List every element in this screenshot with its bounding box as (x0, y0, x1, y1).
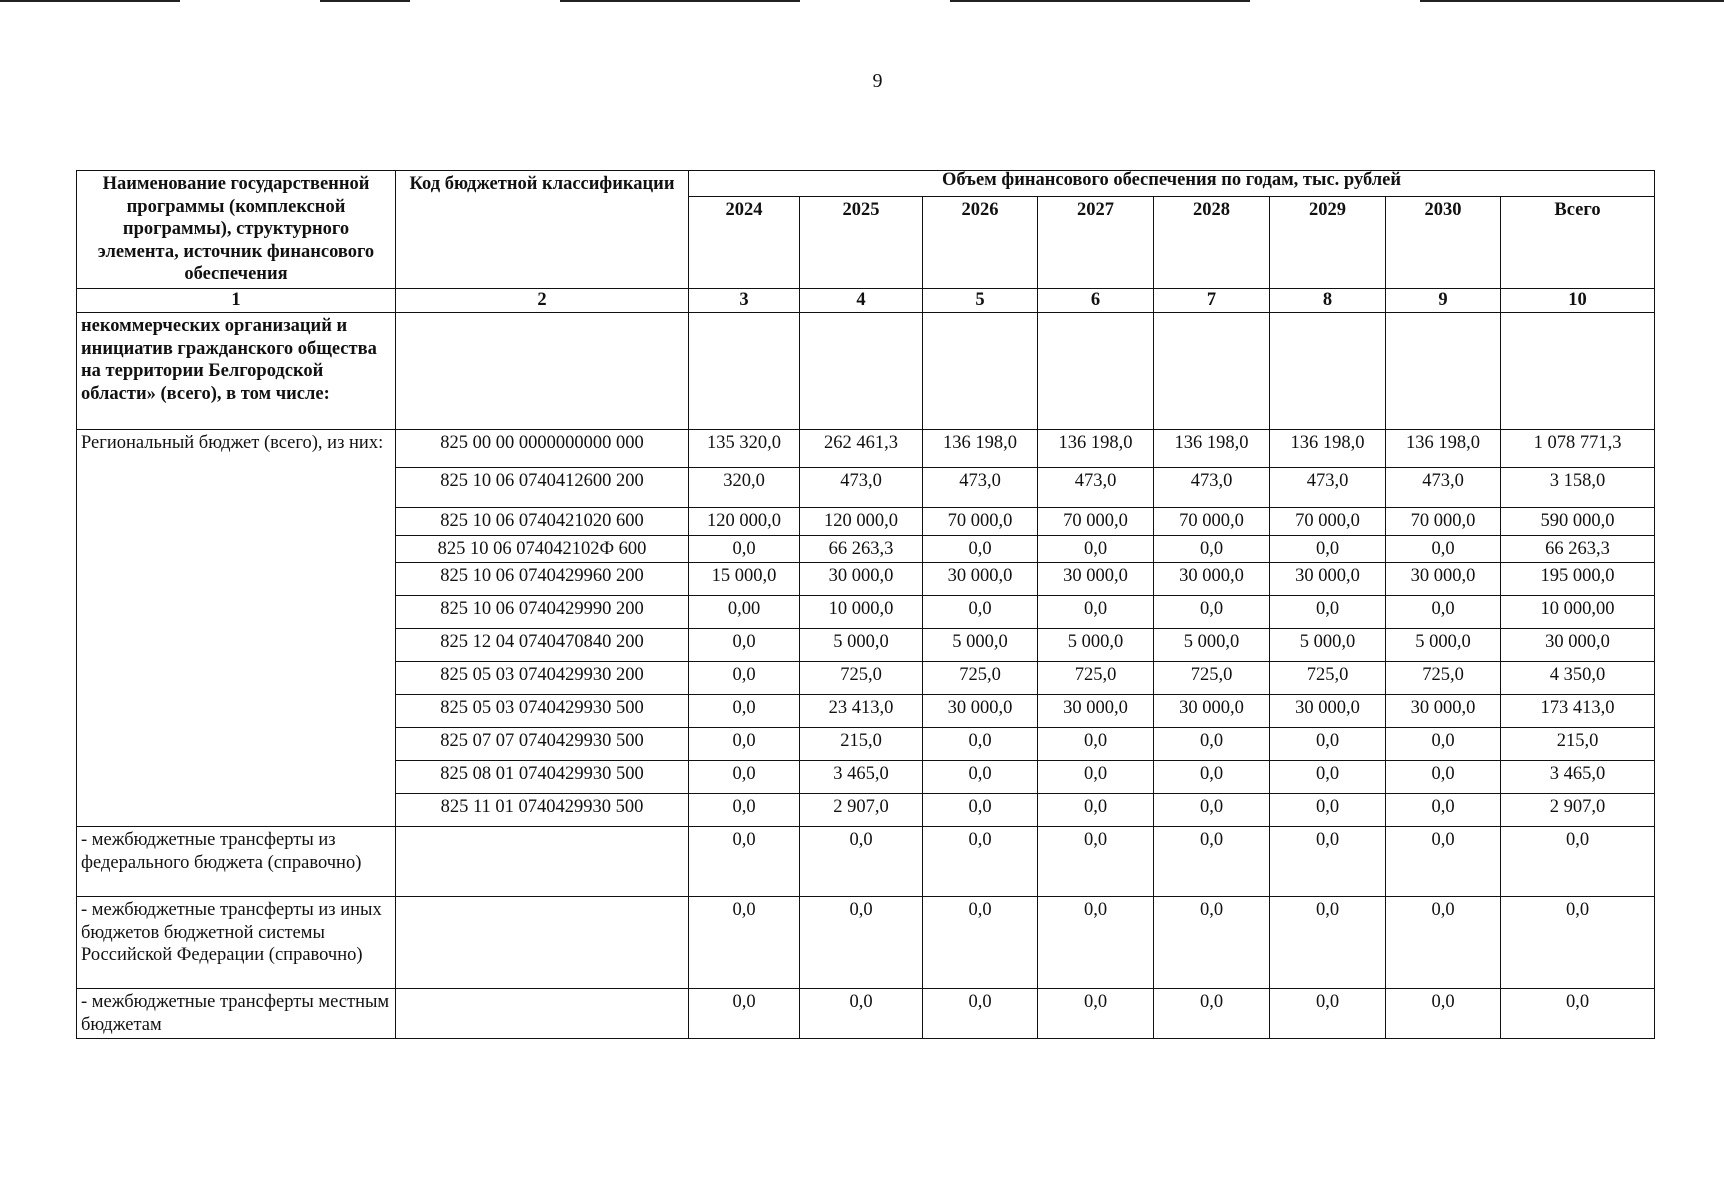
year-value: 0,0 (1386, 596, 1501, 629)
year-value: 0,0 (1270, 761, 1386, 794)
budget-code: 825 12 04 0740470840 200 (396, 629, 689, 662)
year-value: 0,0 (1270, 794, 1386, 827)
transfer-name: - межбюджетные трансферты из федерального бюджета (справочно) (77, 827, 396, 897)
year-value: 0,0 (1154, 989, 1270, 1039)
empty-cell (1386, 313, 1501, 430)
budget-code (396, 989, 689, 1039)
total-value: 66 263,3 (1501, 535, 1655, 563)
header-year: 2025 (800, 197, 923, 288)
year-value: 0,0 (1386, 989, 1501, 1039)
year-value: 0,0 (923, 827, 1038, 897)
year-value: 0,0 (689, 629, 800, 662)
regional-budget-row (77, 430, 1655, 468)
transfer-name: - межбюджетные трансферты местным бюджетам (77, 989, 396, 1039)
total-value: 0,0 (1501, 989, 1655, 1039)
year-value: 0,0 (923, 535, 1038, 563)
year-value: 262 461,3 (800, 430, 923, 468)
year-value: 30 000,0 (800, 563, 923, 596)
total-value: 215,0 (1501, 728, 1655, 761)
year-value: 0,0 (1386, 761, 1501, 794)
year-value: 320,0 (689, 468, 800, 508)
year-value: 0,0 (1154, 596, 1270, 629)
year-value: 0,0 (689, 535, 800, 563)
year-value: 0,0 (1038, 794, 1154, 827)
year-value: 30 000,0 (1386, 563, 1501, 596)
year-value: 0,0 (1154, 827, 1270, 897)
header-row (77, 171, 1655, 197)
year-value: 0,0 (1270, 897, 1386, 989)
column-number: 2 (396, 288, 689, 312)
top-edge-line (320, 0, 410, 2)
total-value: 0,0 (1501, 897, 1655, 989)
transfers-section (77, 827, 1655, 1039)
empty-cell (1038, 313, 1154, 430)
empty-cell (1501, 313, 1655, 430)
year-value: 120 000,0 (800, 508, 923, 536)
header-year: 2028 (1154, 197, 1270, 288)
column-number: 6 (1038, 288, 1154, 312)
year-value: 3 465,0 (800, 761, 923, 794)
year-value: 725,0 (1270, 662, 1386, 695)
header-year: 2027 (1038, 197, 1154, 288)
year-value: 0,0 (1270, 728, 1386, 761)
year-value: 30 000,0 (1270, 695, 1386, 728)
total-value: 195 000,0 (1501, 563, 1655, 596)
year-value: 70 000,0 (1154, 508, 1270, 536)
column-number: 4 (800, 288, 923, 312)
year-value: 70 000,0 (1038, 508, 1154, 536)
empty-cell (923, 313, 1038, 430)
header-year: 2024 (689, 197, 800, 288)
year-value: 0,0 (923, 794, 1038, 827)
year-value: 70 000,0 (923, 508, 1038, 536)
budget-code (396, 827, 689, 897)
budget-code (396, 897, 689, 989)
column-number: 1 (77, 288, 396, 312)
year-value: 0,0 (923, 728, 1038, 761)
total-value: 3 158,0 (1501, 468, 1655, 508)
column-number: 8 (1270, 288, 1386, 312)
year-value: 0,0 (923, 897, 1038, 989)
year-value: 5 000,0 (1386, 629, 1501, 662)
header-year: 2026 (923, 197, 1038, 288)
total-value: 2 907,0 (1501, 794, 1655, 827)
year-value: 30 000,0 (1270, 563, 1386, 596)
year-value: 66 263,3 (800, 535, 923, 563)
page-number: 9 (872, 70, 883, 92)
year-value: 0,0 (689, 728, 800, 761)
year-value: 0,0 (1270, 827, 1386, 897)
year-value: 70 000,0 (1386, 508, 1501, 536)
header-volume: Объем финансового обеспечения по годам, тыс. рублей (689, 171, 1655, 197)
transfer-name: - межбюджетные трансферты из иных бюджетов бюджетной системы Российской Федерации (справочно) (77, 897, 396, 989)
header-year: 2029 (1270, 197, 1386, 288)
header-year-total: Всего (1501, 197, 1655, 288)
year-value: 0,0 (923, 596, 1038, 629)
header-year: 2030 (1386, 197, 1501, 288)
year-value: 70 000,0 (1270, 508, 1386, 536)
top-edge-line (1420, 0, 1724, 2)
total-value: 0,0 (1501, 827, 1655, 897)
total-value: 1 078 771,3 (1501, 430, 1655, 468)
budget-code: 825 07 07 0740429930 500 (396, 728, 689, 761)
intro-row-name: некоммерческих организаций и инициатив гражданского общества на территории Белгородской области» (всего), в том числе: (77, 313, 396, 430)
empty-cell (1270, 313, 1386, 430)
budget-code: 825 11 01 0740429930 500 (396, 794, 689, 827)
year-value: 725,0 (800, 662, 923, 695)
year-value: 10 000,0 (800, 596, 923, 629)
year-value: 0,0 (1038, 827, 1154, 897)
total-value: 3 465,0 (1501, 761, 1655, 794)
year-value: 0,0 (1270, 596, 1386, 629)
year-value: 136 198,0 (1038, 430, 1154, 468)
year-value: 0,0 (1038, 897, 1154, 989)
header-code: Код бюджетной классификации (396, 171, 689, 289)
year-value: 30 000,0 (1154, 563, 1270, 596)
financing-table (76, 170, 1655, 1039)
year-value: 0,0 (923, 761, 1038, 794)
column-number: 5 (923, 288, 1038, 312)
year-value: 5 000,0 (923, 629, 1038, 662)
year-value: 725,0 (1154, 662, 1270, 695)
year-value: 30 000,0 (1038, 695, 1154, 728)
year-value: 30 000,0 (923, 695, 1038, 728)
year-value: 120 000,0 (689, 508, 800, 536)
year-value: 725,0 (923, 662, 1038, 695)
year-value: 2 907,0 (800, 794, 923, 827)
year-value: 0,0 (1154, 761, 1270, 794)
year-value: 725,0 (1386, 662, 1501, 695)
year-value: 0,0 (689, 761, 800, 794)
year-value: 725,0 (1038, 662, 1154, 695)
year-value: 0,0 (1038, 761, 1154, 794)
year-value: 23 413,0 (800, 695, 923, 728)
intro-row (77, 313, 1655, 430)
year-value: 0,0 (689, 662, 800, 695)
year-value: 136 198,0 (1270, 430, 1386, 468)
year-value: 0,0 (800, 989, 923, 1039)
total-value: 590 000,0 (1501, 508, 1655, 536)
column-number: 3 (689, 288, 800, 312)
column-number: 10 (1501, 288, 1655, 312)
empty-cell (1154, 313, 1270, 430)
year-value: 0,0 (800, 897, 923, 989)
year-value: 0,0 (1154, 897, 1270, 989)
budget-code: 825 10 06 0740429990 200 (396, 596, 689, 629)
year-value: 0,0 (1386, 728, 1501, 761)
year-value: 0,0 (1270, 989, 1386, 1039)
column-number-row (77, 288, 1655, 312)
top-edge-line (560, 0, 800, 2)
year-value: 473,0 (1038, 468, 1154, 508)
year-value: 0,0 (1154, 728, 1270, 761)
total-value: 4 350,0 (1501, 662, 1655, 695)
year-value: 0,0 (1154, 535, 1270, 563)
transfer-row (77, 897, 1655, 989)
year-value: 0,0 (1038, 989, 1154, 1039)
total-value: 30 000,0 (1501, 629, 1655, 662)
year-value: 5 000,0 (800, 629, 923, 662)
year-value: 473,0 (1154, 468, 1270, 508)
year-value: 5 000,0 (1038, 629, 1154, 662)
column-number: 9 (1386, 288, 1501, 312)
year-value: 0,0 (1386, 794, 1501, 827)
budget-code: 825 10 06 074042102Ф 600 (396, 535, 689, 563)
year-value: 15 000,0 (689, 563, 800, 596)
year-value: 0,0 (1038, 728, 1154, 761)
year-value: 0,0 (689, 827, 800, 897)
year-value: 0,0 (1386, 535, 1501, 563)
year-value: 5 000,0 (1270, 629, 1386, 662)
empty-cell (800, 313, 923, 430)
regional-budget-section (77, 430, 1655, 827)
year-value: 473,0 (800, 468, 923, 508)
empty-cell (689, 313, 800, 430)
year-value: 135 320,0 (689, 430, 800, 468)
year-value: 30 000,0 (1386, 695, 1501, 728)
total-value: 173 413,0 (1501, 695, 1655, 728)
year-value: 215,0 (800, 728, 923, 761)
year-value: 0,0 (1154, 794, 1270, 827)
year-value: 0,0 (689, 897, 800, 989)
top-edge-line (950, 0, 1250, 2)
year-value: 473,0 (1386, 468, 1501, 508)
year-value: 0,0 (689, 695, 800, 728)
budget-code: 825 05 03 0740429930 200 (396, 662, 689, 695)
year-value: 136 198,0 (1154, 430, 1270, 468)
transfer-row (77, 827, 1655, 897)
year-value: 0,0 (923, 989, 1038, 1039)
year-value: 0,0 (1038, 535, 1154, 563)
year-value: 473,0 (923, 468, 1038, 508)
year-value: 30 000,0 (1154, 695, 1270, 728)
column-number: 7 (1154, 288, 1270, 312)
budget-code: 825 10 06 0740429960 200 (396, 563, 689, 596)
empty-cell (396, 313, 689, 430)
year-value: 0,0 (1386, 897, 1501, 989)
year-value: 136 198,0 (923, 430, 1038, 468)
year-value: 473,0 (1270, 468, 1386, 508)
budget-code: 825 08 01 0740429930 500 (396, 761, 689, 794)
budget-code: 825 00 00 0000000000 000 (396, 430, 689, 468)
year-value: 0,0 (1038, 596, 1154, 629)
year-value: 0,0 (1386, 827, 1501, 897)
budget-code: 825 10 06 0740412600 200 (396, 468, 689, 508)
total-value: 10 000,00 (1501, 596, 1655, 629)
header-name: Наименование государственной программы (комплексной программы), структурного элемента, источник финансового обеспечения (77, 171, 396, 289)
year-value: 136 198,0 (1386, 430, 1501, 468)
year-value: 30 000,0 (1038, 563, 1154, 596)
year-value: 30 000,0 (923, 563, 1038, 596)
year-value: 0,0 (689, 989, 800, 1039)
year-value: 0,0 (1270, 535, 1386, 563)
transfer-row (77, 989, 1655, 1039)
top-edge-line (0, 0, 180, 2)
budget-code: 825 10 06 0740421020 600 (396, 508, 689, 536)
regional-budget-name: Региональный бюджет (всего), из них: (77, 430, 396, 827)
budget-code: 825 05 03 0740429930 500 (396, 695, 689, 728)
year-value: 5 000,0 (1154, 629, 1270, 662)
year-value: 0,0 (689, 794, 800, 827)
year-value: 0,0 (800, 827, 923, 897)
year-value: 0,00 (689, 596, 800, 629)
